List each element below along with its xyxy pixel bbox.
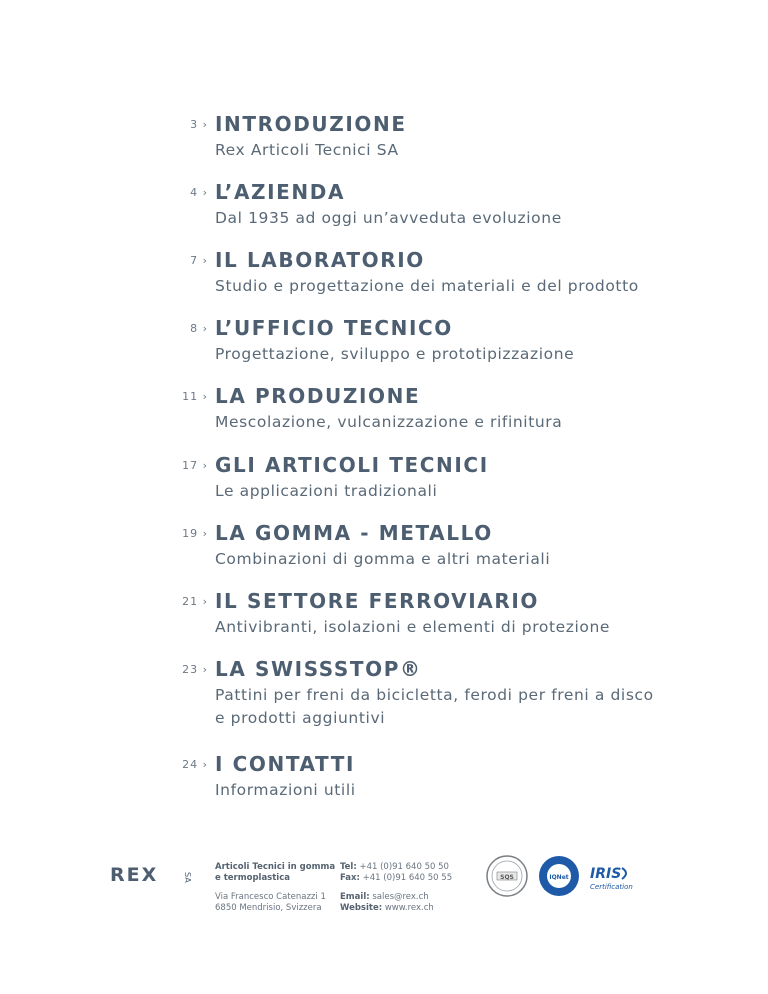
svg-text:IQNet: IQNet bbox=[549, 874, 569, 881]
logo-suffix: SA bbox=[183, 872, 192, 883]
toc-page-number: 23 › bbox=[182, 663, 208, 676]
address-line2: 6850 Mendrisio, Svizzera bbox=[215, 903, 322, 913]
toc-page-number: 7 › bbox=[190, 254, 208, 267]
toc-title: I CONTATTI bbox=[215, 752, 356, 776]
toc-page-number: 4 › bbox=[190, 186, 208, 199]
company-name-line2: e termoplastica bbox=[215, 873, 290, 883]
svg-text:IRIS: IRIS bbox=[590, 866, 622, 882]
toc-title: GLI ARTICOLI TECNICI bbox=[215, 453, 489, 477]
toc-page-number: 19 › bbox=[182, 527, 208, 540]
toc-page-number: 17 › bbox=[182, 459, 208, 472]
toc-subtitle: Pattini per freni da bicicletta, ferodi per freni a disco e prodotti aggiuntivi bbox=[215, 686, 654, 727]
sqs-certification-badge bbox=[485, 854, 529, 902]
fax-line: Fax: +41 (0)91 640 50 55 bbox=[340, 873, 453, 883]
toc-page-number: 24 › bbox=[182, 758, 208, 771]
contact-info bbox=[340, 862, 452, 914]
toc-title: LA PRODUZIONE bbox=[215, 384, 421, 408]
footer bbox=[0, 850, 768, 913]
toc-subtitle: Mescolazione, vulcanizzazione e rifinitura bbox=[215, 413, 563, 431]
rex-logo-graphic bbox=[110, 864, 196, 886]
tel-line: Tel: +41 (0)91 640 50 50 bbox=[340, 862, 449, 872]
email-line[interactable]: Email: sales@rex.ch bbox=[340, 892, 429, 902]
address-line1: Via Francesco Catenazzi 1 bbox=[215, 892, 326, 902]
toc-subtitle: Le applicazioni tradizionali bbox=[215, 482, 438, 500]
svg-text:SQS: SQS bbox=[500, 874, 514, 881]
toc-subtitle: Informazioni utili bbox=[215, 781, 356, 799]
toc-page-number: 21 › bbox=[182, 595, 208, 608]
toc-subtitle: Progettazione, sviluppo e prototipizzazione bbox=[215, 345, 575, 363]
toc-title: LA GOMMA - METALLO bbox=[215, 521, 493, 545]
toc-page-number: 3 › bbox=[190, 118, 208, 131]
rex-logo bbox=[110, 864, 196, 890]
toc-subtitle: Rex Articoli Tecnici SA bbox=[215, 141, 399, 159]
website-line[interactable]: Website: www.rex.ch bbox=[340, 903, 434, 913]
toc-subtitle: Antivibranti, isolazioni e elementi di protezione bbox=[215, 618, 611, 636]
toc-subtitle: Combinazioni di gomma e altri materiali bbox=[215, 550, 551, 568]
iris-certification-badge bbox=[588, 864, 638, 896]
logo-text: REX bbox=[110, 864, 159, 886]
toc-title: L’AZIENDA bbox=[215, 180, 346, 204]
toc-title: INTRODUZIONE bbox=[215, 112, 407, 136]
toc-subtitle: Dal 1935 ad oggi un’avveduta evoluzione bbox=[215, 209, 562, 227]
toc-title: L’UFFICIO TECNICO bbox=[215, 316, 453, 340]
toc-title: LA SWISSSTOP® bbox=[215, 657, 422, 681]
svg-text:Certification: Certification bbox=[590, 883, 633, 891]
toc-page-number: 8 › bbox=[190, 322, 208, 335]
company-info bbox=[215, 862, 335, 914]
company-name-line1: Articoli Tecnici in gomma bbox=[215, 862, 336, 872]
iqnet-certification-badge bbox=[537, 854, 581, 902]
toc-title: IL SETTORE FERROVIARIO bbox=[215, 589, 540, 613]
toc-page-number: 11 › bbox=[182, 390, 208, 403]
toc-title: IL LABORATORIO bbox=[215, 248, 425, 272]
toc-subtitle: Studio e progettazione dei materiali e del prodotto bbox=[215, 277, 639, 295]
